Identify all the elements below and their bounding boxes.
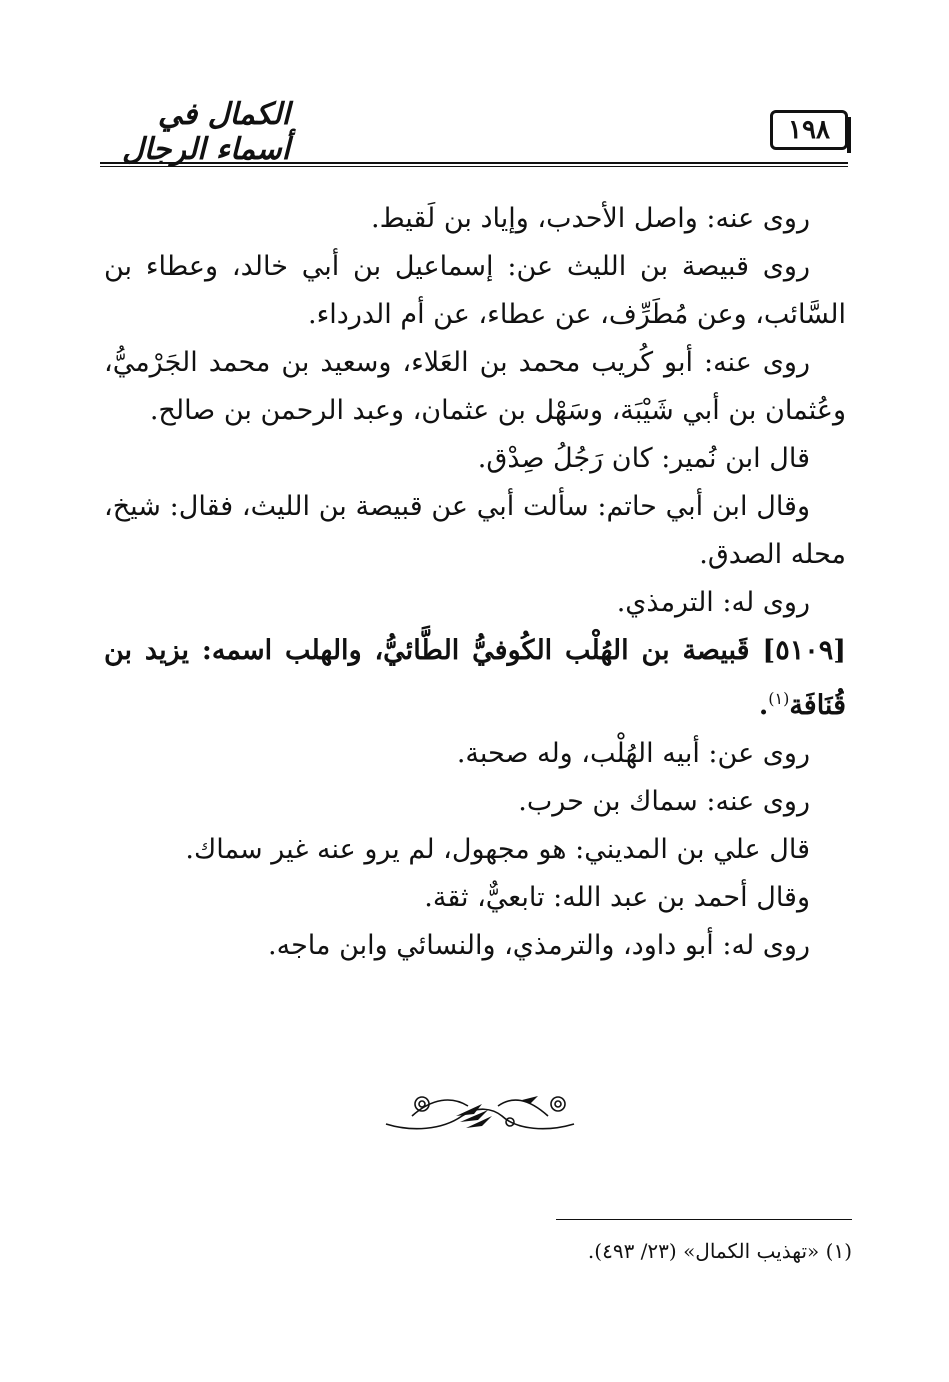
floral-divider-icon <box>382 1086 578 1136</box>
page-number: ١٩٨ <box>770 110 848 150</box>
body-text <box>104 195 846 970</box>
entry-title: قَبيصة بن الهُلْب الكُوفيُّ الطَّائيُّ، والهلب اسمه: يزيد بن قُنَافَة <box>104 635 846 721</box>
page-header <box>100 97 848 168</box>
paragraph: وقال أحمد بن عبد الله: تابعيٌّ، ثقة. <box>424 882 810 913</box>
entry-heading <box>104 627 846 730</box>
paragraph: روى عنه: واصل الأحدب، وإياد بن لَقيط. <box>371 203 810 234</box>
paragraph: روى قبيصة بن الليث عن: إسماعيل بن أبي خالد، وعطاء بن السَّائب، وعن مُطَرِّف، عن عطاء، عن أم الدرداء. <box>104 251 846 330</box>
entry-number: [٥١٠٩] <box>762 635 846 666</box>
paragraph: قال علي بن المديني: هو مجهول، لم يرو عنه غير سماك. <box>185 834 810 865</box>
paragraph: روى عنه: أبو كُريب محمد بن العَلاء، وسعيد بن محمد الجَرْميُّ، وعُثمان بن أبي شَيْبَة، وسَهْل بن عثمان، وعبد الرحمن بن صالح. <box>104 347 846 426</box>
paragraph: روى له: أبو داود، والترمذي، والنسائي وابن ماجه. <box>268 930 810 961</box>
paragraph: روى عن: أبيه الهُلْب، وله صحبة. <box>456 738 810 769</box>
book-title: الكمال في أسماء الرجال <box>121 97 290 167</box>
paragraph: روى عنه: سماك بن حرب. <box>518 786 810 817</box>
footnote-rule <box>556 1219 852 1220</box>
footnote: (١) «تهذيب الكمال» (٢٣/ ٤٩٣). <box>587 1239 852 1263</box>
header-rule <box>100 162 848 164</box>
entry-end: . <box>758 690 769 721</box>
paragraph: وقال ابن أبي حاتم: سألت أبي عن قبيصة بن الليث، فقال: شيخ، محله الصدق. <box>104 491 846 570</box>
paragraph: قال ابن نُمير: كان رَجُلُ صِدْق. <box>477 443 810 474</box>
footnote-reference[interactable]: (١) <box>768 689 790 708</box>
header-rule-thin <box>100 166 848 167</box>
paragraph: روى له: الترمذي. <box>616 587 810 618</box>
